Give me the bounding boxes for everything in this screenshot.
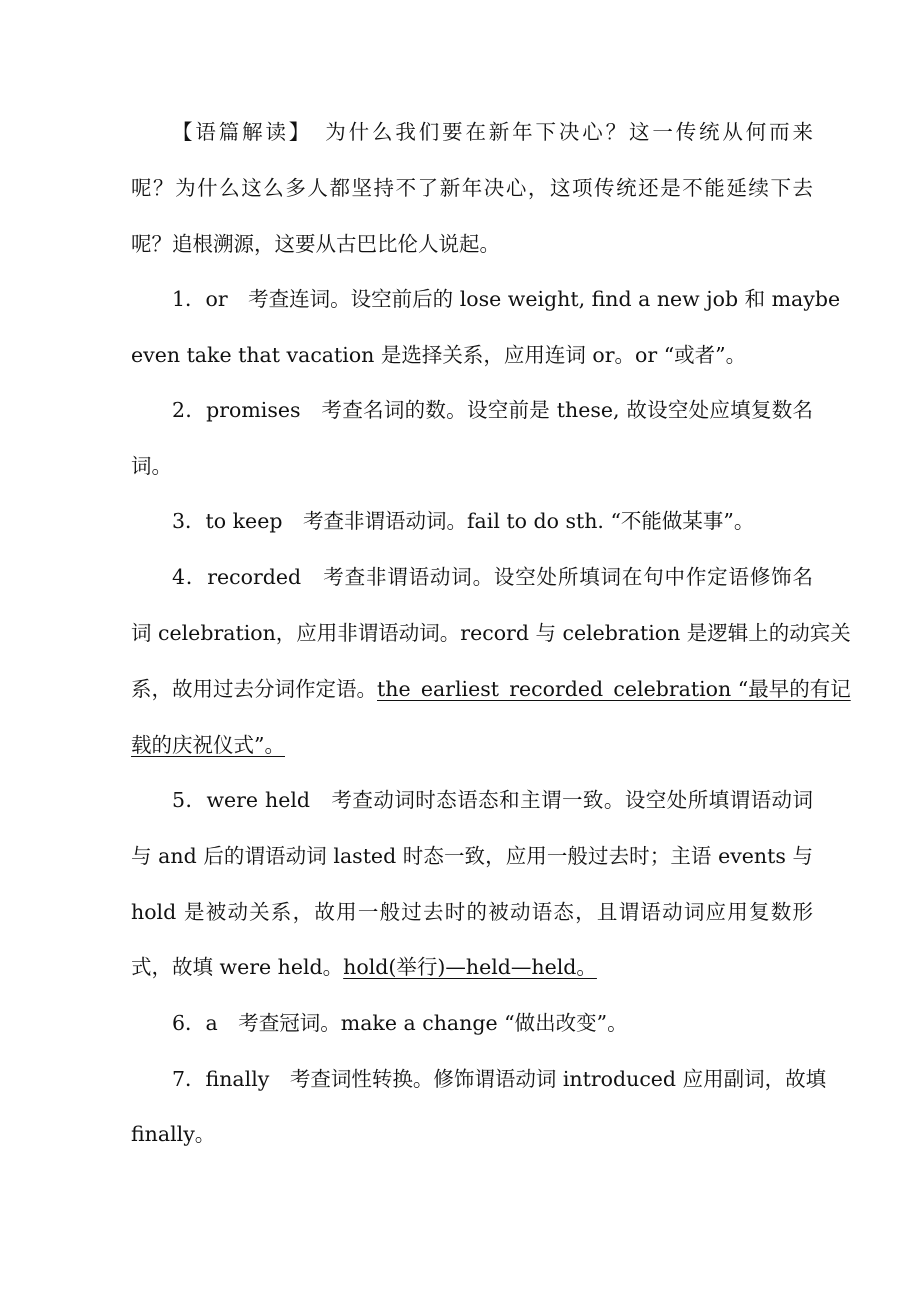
answer-3-line-1	[131, 501, 813, 541]
text-segment: even take that vacation 是选择关系，应用连词 or。or “或者”。	[131, 343, 747, 367]
text-segment: 呢？追根溯源，这要从古巴比伦人说起。	[131, 232, 500, 256]
answer-5-line-3	[131, 892, 813, 932]
text-segment: 2．promises 考查名词的数。设空前是 these, 故设空处应填复数名	[172, 398, 813, 422]
answer-4-line-2	[131, 613, 851, 653]
text-segment: 3．to keep 考查非谓语动词。fail to do sth. “不能做某事”。	[172, 509, 755, 533]
text-segment: 词 celebration，应用非谓语动词。record 与 celebration 是逻辑上的动宾关	[131, 621, 851, 645]
answer-4-line-4	[131, 725, 813, 765]
reading-summary-line-3	[131, 224, 813, 264]
reading-summary-line-1	[131, 112, 813, 152]
underlined-note: 载的庆祝仪式”。	[131, 733, 285, 757]
text-segment: 词。	[131, 454, 172, 478]
answer-2-line-1	[131, 390, 813, 430]
answer-2-line-2	[131, 446, 813, 486]
text-segment: 1．or 考查连词。设空前后的 lose weight, find a new job 和 maybe	[172, 287, 841, 311]
text-segment: hold 是被动关系，故用一般过去时的被动语态，且谓语动词应用复数形	[131, 900, 813, 924]
answer-4-line-3	[131, 669, 851, 709]
underlined-note: hold(举行)—held—held。	[343, 955, 597, 979]
answer-1-line-1	[131, 279, 841, 319]
answer-7-line-1	[131, 1059, 827, 1099]
answer-6-line-1	[131, 1003, 813, 1043]
text-segment: finally。	[131, 1122, 216, 1146]
text-segment: 6．a 考查冠词。make a change “做出改变”。	[172, 1011, 628, 1035]
answer-5-line-1	[131, 780, 813, 820]
text-segment: 系，故用过去分词作定语。	[131, 677, 377, 701]
answer-7-line-2	[131, 1114, 813, 1154]
text-segment: 呢？为什么这么多人都坚持不了新年决心，这项传统还是不能延续下去	[131, 176, 813, 200]
reading-summary-line-2	[131, 168, 813, 208]
text-segment: 5．were held 考查动词时态语态和主谓一致。设空处所填谓语动词	[172, 788, 813, 812]
text-segment: 与 and 后的谓语动词 lasted 时态一致，应用一般过去时；主语 events 与	[131, 844, 813, 868]
underlined-note: the_earliest_recorded_celebration “最早的有记	[377, 677, 851, 701]
answer-5-line-4	[131, 947, 813, 987]
answer-4-line-1	[131, 557, 813, 597]
text-segment: 4．recorded 考查非谓语动词。设空处所填词在句中作定语修饰名	[172, 565, 813, 589]
text-segment: 式，故填 were held。	[131, 955, 344, 979]
answer-1-line-2	[131, 335, 813, 375]
text-segment: 【语篇解读】 为什么我们要在新年下决心？这一传统从何而来	[172, 120, 813, 144]
text-segment: 7．finally 考查词性转换。修饰谓语动词 introduced 应用副词，故填	[172, 1067, 827, 1091]
answer-5-line-2	[131, 836, 813, 876]
